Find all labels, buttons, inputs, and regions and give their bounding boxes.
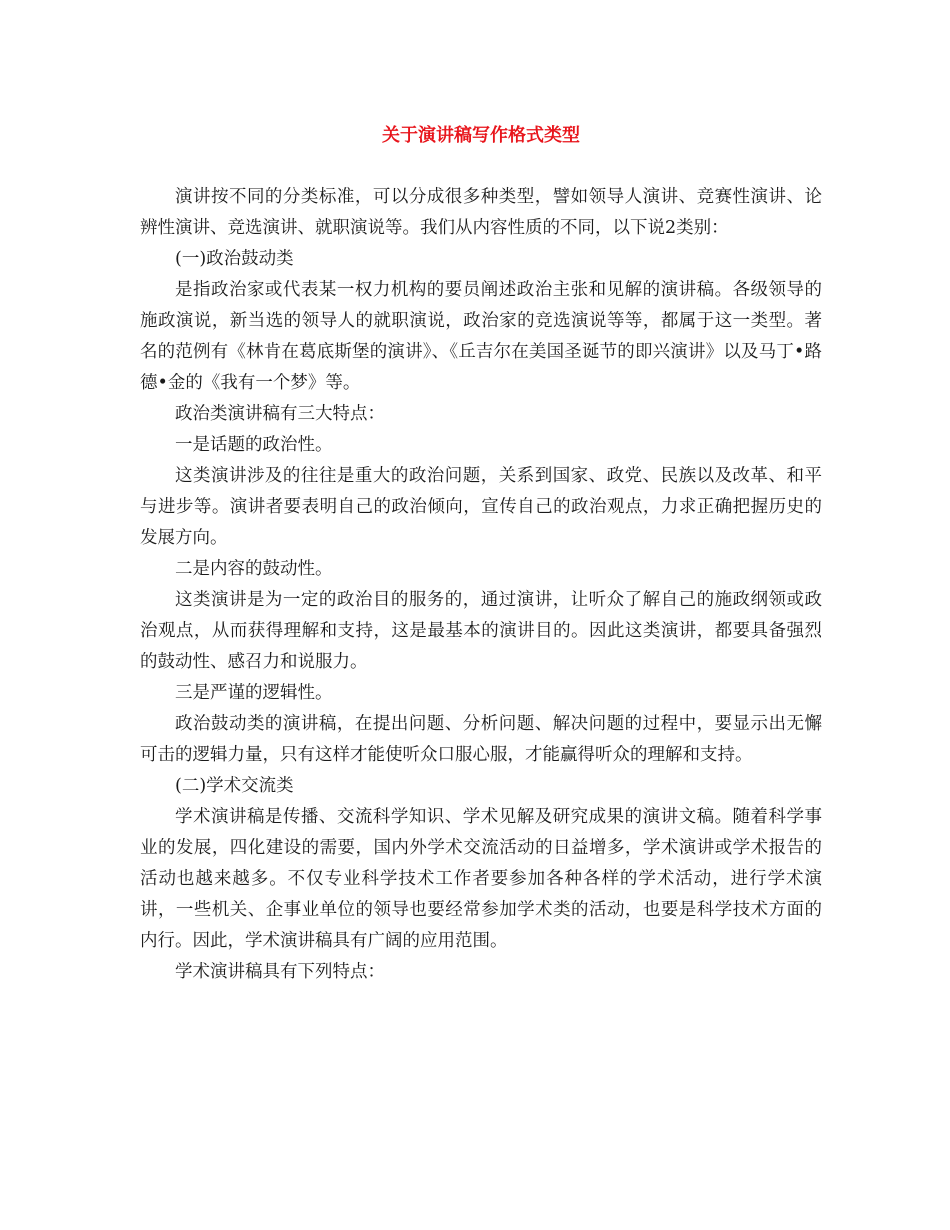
document-title: 关于演讲稿写作格式类型 xyxy=(382,125,580,146)
paragraph-political-definition: 是指政治家或代表某一权力机构的要员阐述政治主张和见解的演讲稿。各级领导的施政演说，新当选的领导人的就职演说，政治家的竞选演说等等，都属于这一类型。著名的范例有《林肯在葛底斯堡的演讲》、《丘吉尔在美国圣诞节的即兴演讲》以及马丁•路德•金的《我有一个梦》等。 xyxy=(140,280,822,393)
paragraph-academic-features-intro: 学术演讲稿具有下列特点： xyxy=(175,962,385,982)
paragraph-feature-2: 这类演讲是为一定的政治目的服务的，通过演讲，让听众了解自己的施政纲领或政治观点，从而获得理解和支持，这是最基本的演讲目的。因此这类演讲，都要具备强烈的鼓动性、感召力和说服力。 xyxy=(140,590,822,672)
paragraph-feature-1: 这类演讲涉及的往往是重大的政治问题，关系到国家、政党、民族以及改革、和平与进步等。演讲者要表明自己的政治倾向，宣传自己的政治观点，力求正确把握历史的发展方向。 xyxy=(140,466,822,548)
feature-heading-2: 二是内容的鼓动性。 xyxy=(175,559,333,579)
paragraph-academic-definition: 学术演讲稿是传播、交流科学知识、学术见解及研究成果的演讲文稿。随着科学事业的发展，四化建设的需要，国内外学术交流活动的日益增多，学术演讲或学术报告的活动也越来越多。不仅专业科学技术工作者要参加各种各样的学术活动，进行学术演讲，一些机关、企事业单位的领导也要经常参加学术类的活动，也要是科学技术方面的内行。因此，学术演讲稿具有广阔的应用范围。 xyxy=(140,807,822,951)
paragraph-intro: 演讲按不同的分类标准，可以分成很多种类型，譬如领导人演讲、竞赛性演讲、论辨性演讲、竞选演讲、就职演说等。我们从内容性质的不同，以下说2类别： xyxy=(140,187,822,238)
section-heading-academic: (二)学术交流类 xyxy=(175,776,294,796)
section-heading-political: (一)政治鼓动类 xyxy=(175,249,294,269)
feature-heading-1: 一是话题的政治性。 xyxy=(175,435,333,455)
paragraph-political-features-intro: 政治类演讲稿有三大特点： xyxy=(175,404,385,424)
paragraph-feature-3: 政治鼓动类的演讲稿，在提出问题、分析问题、解决问题的过程中，要显示出无懈可击的逻辑力量，只有这样才能使听众口服心服，才能赢得听众的理解和支持。 xyxy=(140,714,822,765)
feature-heading-3: 三是严谨的逻辑性。 xyxy=(175,683,333,703)
